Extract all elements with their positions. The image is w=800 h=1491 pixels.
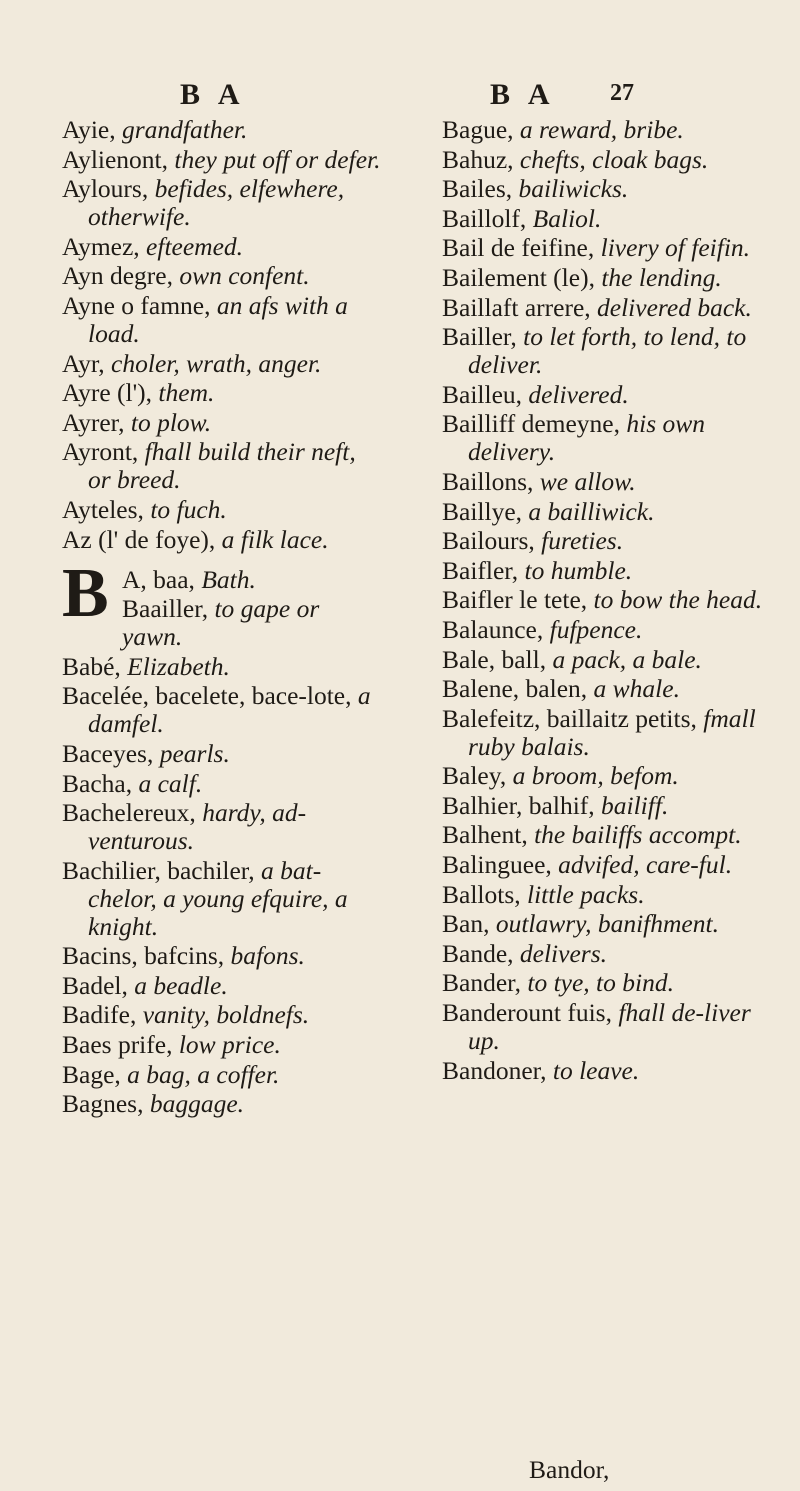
entry-gloss: to fuch.: [150, 494, 227, 524]
entry-gloss: bailiwicks.: [518, 174, 629, 204]
entry-headword: Bailler,: [442, 322, 524, 352]
entry-headword: Baley,: [442, 761, 513, 791]
entry-headword: Baifler le tete,: [442, 585, 594, 615]
dictionary-entry: [442, 646, 787, 674]
dictionary-entry: [62, 350, 384, 378]
dictionary-entry: [442, 821, 787, 849]
entry-headword: Baillaft arrere,: [442, 292, 598, 322]
entry-gloss: a reward, bribe.: [519, 115, 684, 144]
dictionary-entry: [442, 1057, 787, 1085]
entry-gloss: his own delivery.: [468, 409, 706, 467]
dictionary-entry: [442, 910, 787, 938]
entry-headword: Baifler,: [442, 555, 525, 585]
dictionary-entry: [62, 1061, 384, 1089]
entry-headword: Bachelereux,: [62, 798, 203, 828]
dictionary-entry: [62, 857, 384, 941]
dictionary-entry: [442, 675, 787, 703]
entry-headword: Baes prife,: [62, 1030, 179, 1060]
entry-gloss: befides, elfewhere, otherwife.: [88, 174, 345, 232]
entry-gloss: they put off or defer.: [174, 144, 381, 174]
dictionary-entry: [442, 762, 787, 790]
entry-headword: Balaunce,: [442, 614, 550, 644]
entry-headword: Balene, balen,: [442, 674, 594, 704]
entry-gloss: fureties.: [541, 526, 624, 556]
dictionary-entry: [442, 175, 787, 203]
entry-headword: Balhent,: [442, 820, 535, 850]
running-header-right: B A: [490, 78, 556, 111]
right-entries: [442, 116, 787, 1086]
entry-gloss: to gape or yawn.: [122, 594, 320, 652]
entry-headword: Bague,: [442, 115, 520, 144]
entry-gloss: to let forth, to lend, to deliver.: [468, 322, 747, 380]
entry-gloss: a beadle.: [134, 970, 228, 1000]
entry-gloss: chefts, cloak bags.: [519, 144, 709, 174]
dictionary-entry: [442, 969, 787, 997]
entry-gloss: the lending.: [601, 262, 722, 292]
entry-headword: Bage,: [62, 1059, 128, 1089]
entry-headword: Ban,: [442, 909, 496, 939]
entry-gloss: a bat-chelor, a young efquire, a knight.: [88, 855, 348, 941]
drop-capital: B: [62, 554, 109, 632]
entry-headword: Babé,: [62, 651, 128, 681]
entry-headword: Baceyes,: [62, 738, 160, 768]
entry-gloss: the bailiffs accompt.: [534, 820, 742, 850]
dictionary-entry: [442, 557, 787, 585]
dictionary-entry: [442, 527, 787, 555]
dictionary-entry: [62, 438, 384, 494]
entry-gloss: them.: [158, 378, 215, 408]
entry-gloss: delivered back.: [597, 292, 752, 322]
entry-headword: Ayr,: [62, 348, 112, 378]
dictionary-entry: [442, 410, 787, 466]
entry-headword: Bailement (le),: [442, 262, 602, 292]
entry-gloss: pearls.: [159, 738, 230, 768]
entry-gloss: a bailliwick.: [528, 496, 655, 526]
dictionary-entry: [442, 146, 787, 174]
entry-headword: Baillons,: [442, 466, 540, 496]
entry-gloss: hardy, ad-venturous.: [88, 798, 307, 856]
entry-gloss: to bow the head.: [593, 585, 763, 615]
dictionary-entry: [62, 379, 384, 407]
dictionary-entry: [62, 175, 384, 231]
dictionary-entry: [62, 233, 384, 261]
entry-headword: Bandoner,: [442, 1055, 553, 1085]
entry-gloss: fufpence.: [549, 614, 643, 644]
running-header-left: B A: [180, 78, 246, 111]
entry-gloss: to plow.: [130, 407, 212, 437]
entry-gloss: a broom, befom.: [512, 761, 679, 791]
entry-gloss: little packs.: [527, 879, 645, 909]
entry-gloss: fhall build their neft, or breed.: [88, 437, 356, 495]
entry-headword: Ayn degre,: [62, 261, 180, 291]
entry-headword: Aylienont,: [62, 144, 175, 174]
dropcap-block: [62, 554, 384, 652]
dictionary-entry: [62, 1001, 384, 1029]
entry-gloss: a whale.: [593, 674, 680, 704]
dictionary-entry: [62, 262, 384, 290]
dictionary-entry: [62, 942, 384, 970]
dictionary-entry: [62, 146, 384, 174]
dictionary-entry: [62, 496, 384, 524]
entry-headword: Ayie,: [62, 115, 122, 144]
entry-headword: Ayrer,: [62, 407, 131, 437]
left-entries: [62, 116, 384, 1120]
dictionary-entry: [62, 1031, 384, 1059]
dictionary-entry: [442, 851, 787, 879]
dictionary-entry: [122, 595, 384, 651]
dictionary-entry: [442, 294, 787, 322]
entry-gloss: an afs with a load.: [88, 290, 348, 348]
dictionary-entry: [62, 653, 384, 681]
entry-gloss: Baliol.: [532, 203, 602, 233]
dictionary-entry: [62, 770, 384, 798]
entry-gloss: grandfather.: [121, 115, 248, 144]
dictionary-entry: [62, 682, 384, 738]
dictionary-entry: [62, 740, 384, 768]
dictionary-entry: [442, 705, 787, 761]
entry-headword: Bacelée, bacelete, bace-lote,: [62, 681, 358, 711]
entry-gloss: to tye, to bind.: [527, 968, 674, 998]
entry-headword: Bailes,: [442, 174, 519, 204]
entry-gloss: to humble.: [524, 555, 633, 585]
entry-headword: Bacins, bafcins,: [62, 941, 231, 971]
dictionary-entry: [442, 234, 787, 262]
entry-headword: Baillolf,: [442, 203, 533, 233]
entry-gloss: to leave.: [552, 1055, 640, 1085]
entry-headword: Ayront,: [62, 437, 145, 467]
dictionary-entry: [62, 409, 384, 437]
entry-headword: Bailleu,: [442, 379, 529, 409]
entry-headword: Aylours,: [62, 174, 155, 204]
entry-gloss: advifed, care-ful.: [558, 850, 733, 880]
dictionary-entry: [442, 323, 787, 379]
dictionary-entry: [442, 381, 787, 409]
entry-gloss: efteemed.: [146, 231, 244, 261]
entry-gloss: Bath.: [201, 564, 256, 594]
entry-headword: Bahuz,: [442, 144, 520, 174]
entry-headword: Bander,: [442, 968, 528, 998]
entry-gloss: choler, wrath, anger.: [111, 348, 322, 378]
entry-gloss: Elizabeth.: [127, 651, 230, 681]
entry-headword: Bailours,: [442, 526, 542, 556]
entry-headword: Ballots,: [442, 879, 528, 909]
entry-headword: Aymez,: [62, 231, 147, 261]
entry-headword: Az (l' de foye),: [62, 524, 222, 554]
entry-gloss: a filk lace.: [221, 524, 329, 554]
entry-gloss: low price.: [178, 1030, 281, 1060]
entry-headword: Bale, ball,: [442, 644, 553, 674]
dictionary-entry: [442, 264, 787, 292]
dictionary-entry: [62, 972, 384, 1000]
entry-gloss: delivered.: [528, 379, 629, 409]
dictionary-entry: [442, 999, 787, 1055]
dictionary-entry: [442, 468, 787, 496]
dictionary-entry: [442, 792, 787, 820]
dictionary-entry: [442, 116, 787, 144]
dictionary-entry: [62, 1090, 384, 1118]
entry-gloss: a bag, a coffer.: [127, 1059, 280, 1089]
entry-headword: Balinguee,: [442, 850, 559, 880]
entry-headword: Bail de feifine,: [442, 233, 601, 263]
entry-gloss: bafons.: [230, 941, 305, 971]
dictionary-entry: [442, 616, 787, 644]
entry-gloss: own confent.: [179, 261, 310, 291]
dictionary-entry: [442, 498, 787, 526]
entry-gloss: outlawry, banifhment.: [495, 909, 719, 939]
dictionary-entry: [62, 799, 384, 855]
entry-headword: Ayteles,: [62, 494, 151, 524]
entry-headword: Ayre (l'),: [62, 378, 159, 408]
dictionary-entry: [62, 526, 384, 554]
entry-gloss: delivers.: [519, 938, 608, 968]
entry-gloss: we allow.: [539, 466, 636, 496]
entry-headword: Banderount fuis,: [442, 998, 619, 1028]
entry-headword: Balhier, balhif,: [442, 790, 602, 820]
entry-headword: A, baa,: [122, 564, 202, 594]
entry-headword: Baillye,: [442, 496, 529, 526]
dictionary-entry: [442, 205, 787, 233]
entry-gloss: a pack, a bale.: [552, 644, 702, 674]
entry-headword: Bande,: [442, 938, 520, 968]
entry-headword: Badife,: [62, 1000, 143, 1030]
entry-headword: Bacha,: [62, 768, 139, 798]
entry-headword: Badel,: [62, 970, 135, 1000]
page-number: 27: [610, 80, 634, 106]
dictionary-entry: [62, 116, 384, 144]
entry-gloss: baggage.: [149, 1089, 245, 1119]
entry-headword: Bailliff demeyne,: [442, 409, 627, 439]
catchword: Bandor,: [529, 1455, 610, 1484]
entry-headword: Bachilier, bachiler,: [62, 855, 262, 885]
entry-gloss: vanity, boldnefs.: [142, 1000, 310, 1030]
entry-gloss: bailiff.: [601, 790, 669, 820]
dictionary-entry: [122, 566, 384, 594]
entry-headword: Baailler,: [122, 594, 215, 624]
dictionary-entry: [442, 586, 787, 614]
entry-headword: Balefeitz, baillaitz petits,: [442, 703, 704, 733]
entry-gloss: fhall de-liver up.: [468, 998, 751, 1056]
entry-gloss: a damfel.: [88, 681, 371, 739]
entry-gloss: fmall ruby balais.: [468, 703, 756, 761]
entry-headword: Bagnes,: [62, 1089, 150, 1119]
entry-headword: Ayne o famne,: [62, 290, 217, 320]
dictionary-entry: [442, 940, 787, 968]
dictionary-entry: [442, 881, 787, 909]
dictionary-entry: [62, 292, 384, 348]
entry-gloss: livery of feifin.: [600, 233, 751, 263]
entry-gloss: a calf.: [138, 768, 203, 798]
